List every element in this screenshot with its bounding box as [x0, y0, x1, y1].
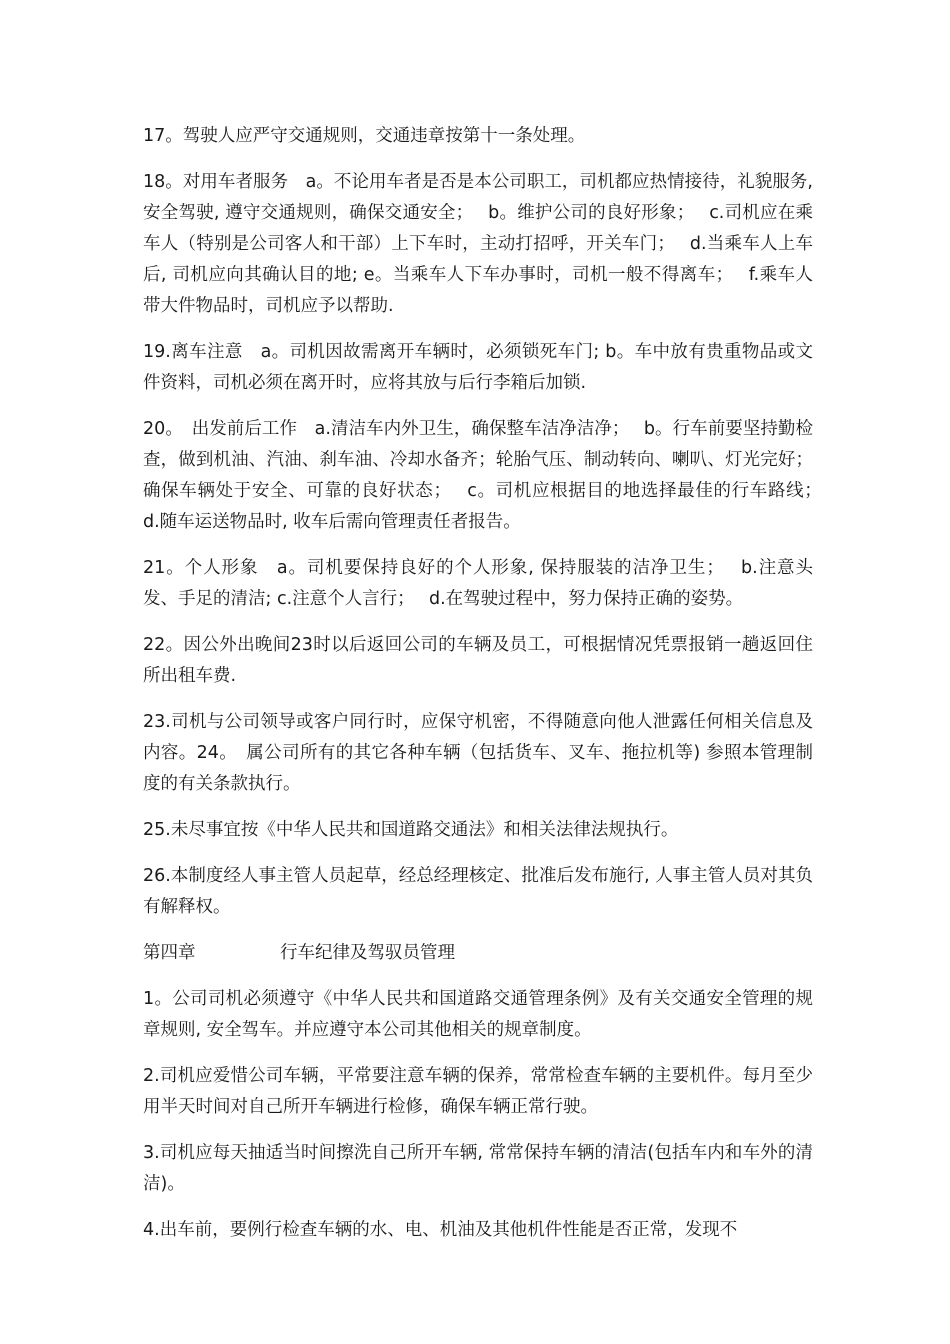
rule-paragraph-3: 3.司机应每天抽适当时间擦洗自己所开车辆, 常常保持车辆的清洁(包括车内和车外的清洁)。: [143, 1143, 813, 1194]
chapter-number: 第四章: [143, 943, 196, 963]
paragraph-18: 18。对用车者服务 a。不论用车者是否是本公司职工，司机都应热情接待，礼貌服务, 安全驾驶, 遵守交通规则，确保交通安全； b。维护公司的良好形象； c.司机应在乘车人（特别是公司客人和干部）上下车时，主动打招呼，开关车门； d.当乘车人上车后, 司机应向其确认目的地; e。当乘车人下车办事时，司机一般不得离车； f.乘车人带大件物品时，司机应予以帮助.: [143, 172, 819, 316]
paragraph-26: 26.本制度经人事主管人员起草，经总经理核定、批准后发布施行, 人事主管人员对其负有解释权。: [143, 866, 813, 917]
chapter-title: 行车纪律及驾驭员管理: [280, 943, 455, 963]
paragraph-20: 20。 出发前后工作 a.清洁车内外卫生，确保整车洁净洁净； b。行车前要坚持勤检查，做到机油、汽油、刹车油、冷却水备齐；轮胎气压、制动转向、喇叭、灯光完好；确保车辆处于安全、可靠的良好状态； c。司机应根据目的地选择最佳的行车路线； d.随车运送物品时, 收车后需向管理责任者报告。: [143, 419, 837, 532]
rule-paragraph-4: 4.出车前，要例行检查车辆的水、电、机油及其他机件性能是否正常，发现不: [143, 1220, 738, 1240]
paragraph-21: 21。个人形象 a。司机要保持良好的个人形象, 保持服装的洁净卫生； b.注意头发、手足的清洁; c.注意个人言行； d.在驾驶过程中，努力保持正确的姿势。: [143, 558, 813, 609]
paragraph-22: 22。因公外出晚间23时以后返回公司的车辆及员工，可根据情况凭票报销一趟返回住所出租车费.: [143, 635, 813, 686]
rule-paragraph-1: 1。公司司机必须遵守《中华人民共和国道路交通管理条例》及有关交通安全管理的规章规则, 安全驾车。并应遵守本公司其他相关的规章制度。: [143, 989, 813, 1040]
paragraph-23-24: 23.司机与公司领导或客户同行时，应保守机密，不得随意向他人泄露任何相关信息及内容。24。 属公司所有的其它各种车辆（包括货车、叉车、拖拉机等) 参照本管理制度的有关条款执行。: [143, 712, 813, 794]
paragraph-25: 25.未尽事宜按《中华人民共和国道路交通法》和相关法律法规执行。: [143, 820, 679, 840]
chapter-heading: [143, 938, 813, 969]
rule-paragraph-2: 2.司机应爱惜公司车辆，平常要注意车辆的保养，常常检查车辆的主要机件。每月至少用半天时间对自己所开车辆进行检修，确保车辆正常行驶。: [143, 1066, 813, 1117]
document-body: [143, 121, 837, 1261]
paragraph-19: 19.离车注意 a。司机因故需离开车辆时，必须锁死车门; b。车中放有贵重物品或文件资料，司机必须在离开时，应将其放与后行李箱后加锁.: [143, 342, 813, 393]
paragraph-17: 17。驾驶人应严守交通规则，交通违章按第十一条处理。: [143, 126, 586, 146]
